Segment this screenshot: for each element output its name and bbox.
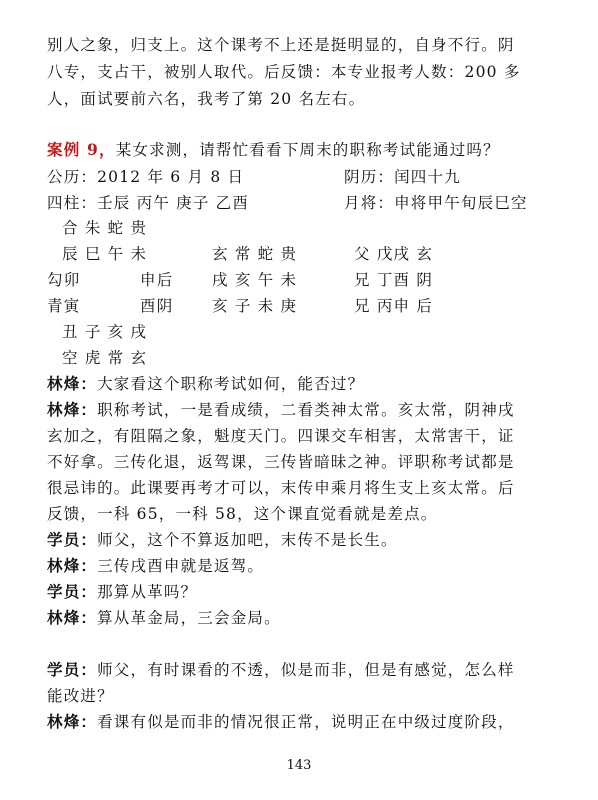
ke-row: 玄 常 蛇 贵 bbox=[212, 245, 298, 263]
dialog-text: 三传戌酉申就是返驾。 bbox=[97, 557, 265, 575]
pan-side: 勾卯 bbox=[47, 271, 81, 289]
speaker: 林烽： bbox=[47, 712, 98, 731]
four-pillars: 四柱：壬辰 丙午 庚子 乙酉 bbox=[47, 194, 250, 212]
pan-row: 合 朱 蛇 贵 bbox=[62, 219, 148, 237]
month-general: 月将：申将甲午旬辰巳空 bbox=[344, 194, 528, 212]
dialog-text: 那算从革吗？ bbox=[97, 583, 198, 601]
dialog-line bbox=[47, 608, 281, 628]
speaker: 林烽： bbox=[47, 556, 98, 575]
dialog-text: 师父，这个不算返加吧，末传不是长生。 bbox=[97, 531, 398, 549]
dialog-text: 算从革金局，三会金局。 bbox=[97, 609, 281, 627]
speaker: 学员： bbox=[47, 582, 98, 601]
dialog-line bbox=[47, 582, 197, 602]
speaker: 学员： bbox=[47, 530, 98, 549]
speaker: 林烽： bbox=[47, 400, 98, 419]
pan-row: 辰 巳 午 未 bbox=[62, 245, 148, 263]
dialog-line bbox=[47, 374, 364, 394]
dialog-line bbox=[47, 400, 515, 420]
pan-row: 丑 子 亥 戌 bbox=[62, 323, 148, 341]
dialog-line: 很忌讳的。此课要再考才可以，末传申乘月将生支上亥太常。后 bbox=[47, 479, 515, 497]
case-title: 案例 9， bbox=[47, 140, 116, 159]
pan-side: 青寅 bbox=[47, 297, 81, 315]
dialog-line bbox=[47, 660, 515, 680]
pan-side: 酉阴 bbox=[140, 297, 174, 315]
case-heading bbox=[47, 140, 500, 160]
speaker: 学员： bbox=[47, 660, 98, 679]
dialog-line: 反馈，一科 65，一科 58，这个课直觉看就是差点。 bbox=[47, 505, 438, 523]
page-number: 143 bbox=[286, 758, 312, 773]
dialog-text: 看课有似是而非的情况很正常，说明正在中级过度阶段， bbox=[97, 713, 515, 731]
ke-row: 戌 亥 午 未 bbox=[212, 271, 298, 289]
date-lunar: 阴历：闰四十九 bbox=[344, 168, 461, 186]
dialog-text: 大家看这个职称考试如何，能否过？ bbox=[97, 375, 365, 393]
dialog-text: 职称考试，一是看成绩，二看类神太常。亥太常，阴神戌 bbox=[97, 401, 515, 419]
date-solar: 公历：2012 年 6 月 8 日 bbox=[47, 168, 245, 186]
pan-row: 空 虎 常 玄 bbox=[62, 349, 148, 367]
chuan-row: 父 戊戌 玄 bbox=[354, 245, 434, 263]
chuan-row: 兄 丁酉 阴 bbox=[354, 271, 434, 289]
dialog-line bbox=[47, 712, 515, 732]
paragraph-line: 八专，支占干，被别人取代。后反馈：本专业报考人数：200 多 bbox=[47, 63, 521, 81]
speaker: 林烽： bbox=[47, 608, 98, 627]
dialog-line: 能改进？ bbox=[47, 687, 114, 705]
pan-side: 申后 bbox=[140, 271, 174, 289]
dialog-line bbox=[47, 530, 398, 550]
paragraph-line: 人，面试要前六名，我考了第 20 名左右。 bbox=[47, 90, 366, 108]
case-text: 某女求测，请帮忙看看下周末的职称考试能通过吗？ bbox=[115, 141, 500, 159]
dialog-line: 不好拿。三传化退，返驾课，三传皆暗昧之神。评职称考试都是 bbox=[47, 453, 515, 471]
ke-row: 亥 子 未 庚 bbox=[212, 297, 298, 315]
dialog-text: 师父，有时课看的不透，似是而非，但是有感觉，怎么样 bbox=[97, 661, 515, 679]
dialog-line: 玄加之，有阻隔之象，魁度天门。四课交车相害，太常害干，证 bbox=[47, 427, 515, 445]
dialog-line bbox=[47, 556, 264, 576]
speaker: 林烽： bbox=[47, 374, 98, 393]
paragraph-line: 别人之象，归支上。这个课考不上还是挺明显的，自身不行。阴 bbox=[47, 36, 515, 54]
chuan-row: 兄 丙申 后 bbox=[354, 297, 434, 315]
